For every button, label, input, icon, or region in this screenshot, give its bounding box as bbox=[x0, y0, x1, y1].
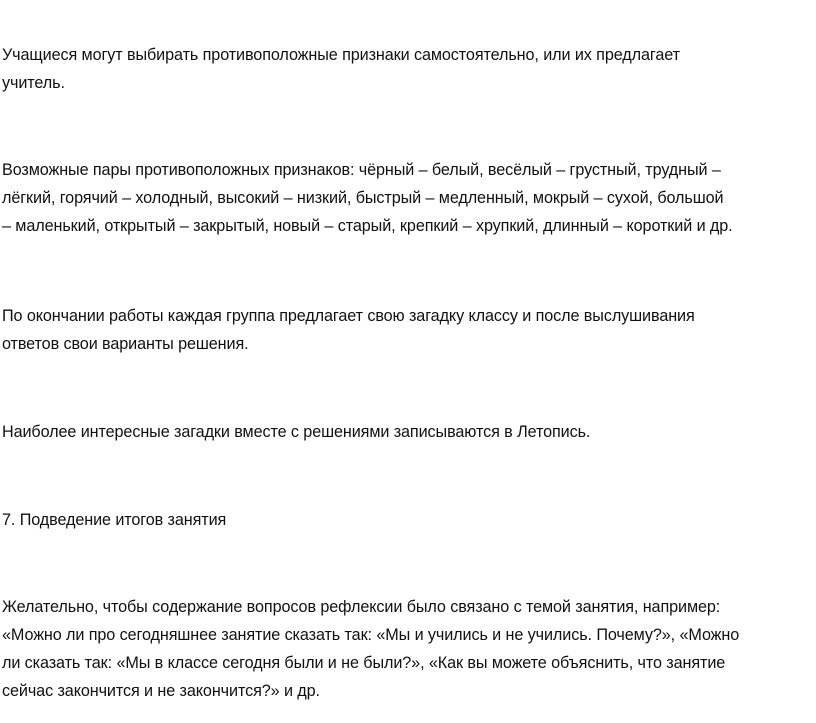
text-line: 7. Подведение итогов занятия bbox=[2, 511, 227, 529]
text-line: Учащиеся могут выбирать противоположные признаки самостоятельно, или их предлагает bbox=[2, 46, 680, 64]
text-line: По окончании работы каждая группа предлагает свою загадку классу и после выслушивания bbox=[2, 307, 695, 325]
text-line: «Можно ли про сегодняшнее занятие сказать так: «Мы и учились и не учились. Почему?», «Можно bbox=[2, 626, 740, 644]
paragraph-reflection bbox=[2, 593, 814, 705]
text-line: лёгкий, горячий – холодный, высокий – низкий, быстрый – медленный, мокрый – сухой, большой bbox=[2, 189, 724, 207]
text-line: Наиболее интересные загадки вместе с решениями записываются в Летопись. bbox=[2, 423, 591, 441]
text-line: – маленький, открытый – закрытый, новый – старый, крепкий – хрупкий, длинный – короткий и др. bbox=[2, 217, 733, 235]
text-line: сейчас закончится и не закончится?» и др. bbox=[2, 682, 320, 700]
text-line: Желательно, чтобы содержание вопросов рефлексии было связано с темой занятия, например: bbox=[2, 598, 721, 616]
text-line: учитель. bbox=[2, 74, 65, 92]
text-line: Возможные пары противоположных признаков: чёрный – белый, весёлый – грустный, трудный – bbox=[2, 161, 721, 179]
text-line: ответов свои варианты решения. bbox=[2, 335, 249, 353]
section-heading bbox=[2, 506, 814, 534]
text-line: ли сказать так: «Мы в классе сегодня были и не были?», «Как вы можете объяснить, что занятие bbox=[2, 654, 726, 672]
paragraph-chronicle bbox=[2, 418, 814, 446]
paragraph-opposite-pairs bbox=[2, 156, 814, 240]
paragraph-intro bbox=[2, 41, 814, 97]
paragraph-group-riddle bbox=[2, 302, 814, 358]
